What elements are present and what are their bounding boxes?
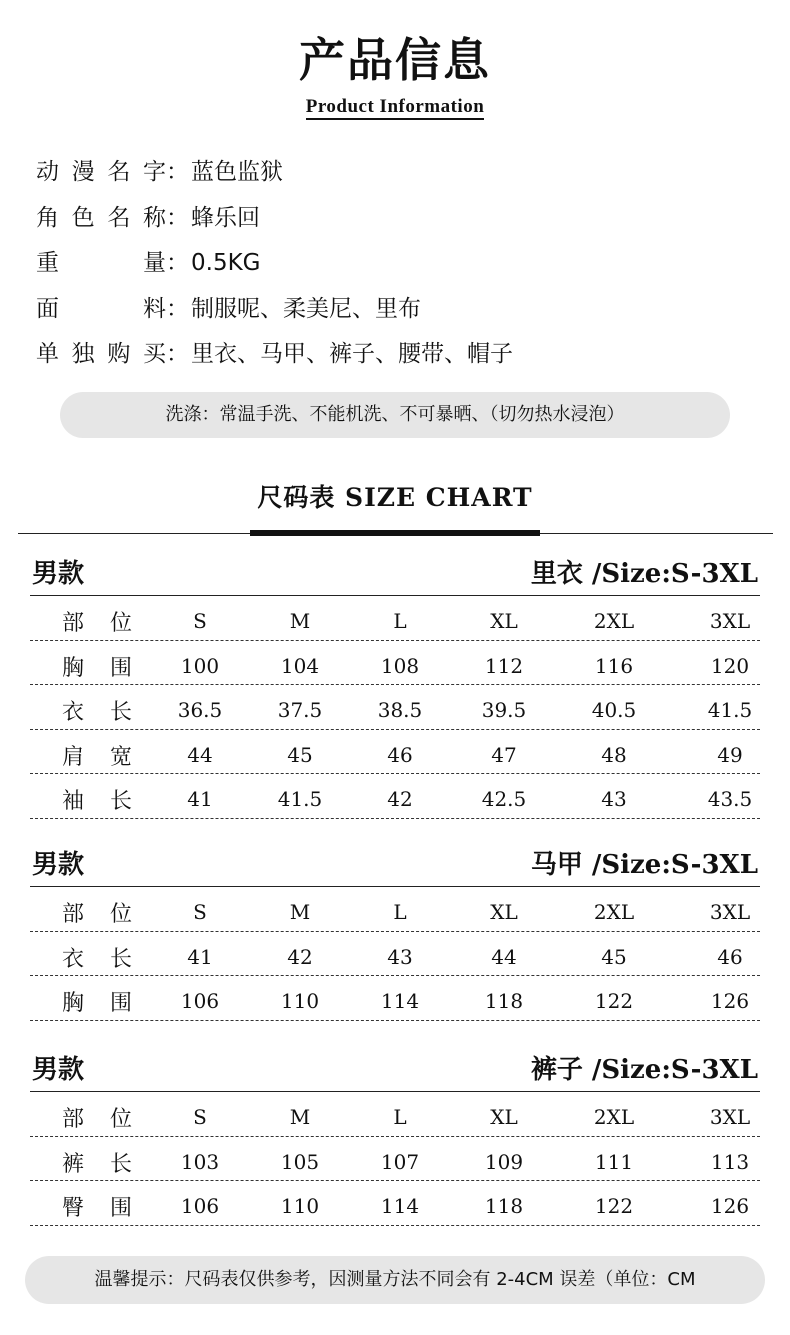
measurement-tip: 温馨提示：尺码表仅供参考，因测量方法不同会有 2-4CM 误差（单位：CM	[25, 1256, 765, 1304]
info-label-char: 料	[143, 295, 166, 322]
table-row	[30, 730, 760, 775]
info-label-char: 名	[107, 204, 131, 231]
info-row	[36, 289, 513, 335]
row-label	[62, 986, 132, 1017]
row-label-char: 部	[62, 1107, 85, 1132]
info-label-char: 独	[71, 341, 95, 367]
section-garment-size: 里衣 /Size:S-3XL	[530, 559, 758, 589]
table-cell: 112	[484, 653, 524, 678]
table-row	[30, 1181, 760, 1226]
table-header-row	[30, 887, 760, 932]
table-cell: 103	[180, 1149, 220, 1174]
table-cell: 43.5	[707, 787, 753, 811]
info-label-char: 重	[36, 250, 59, 276]
info-row	[36, 198, 513, 244]
table-cell: 41.5	[707, 698, 753, 722]
size-column-header: XL	[490, 1105, 518, 1129]
table-cell: 48	[601, 742, 627, 767]
table-cell: 49	[717, 742, 743, 767]
row-label-char: 围	[110, 655, 133, 681]
row-label-char: 胸	[62, 991, 85, 1016]
table-row	[30, 1137, 760, 1182]
table-cell: 45	[601, 944, 627, 969]
table-cell: 108	[380, 653, 420, 678]
row-label-char: 长	[110, 946, 133, 972]
size-column-header: 2XL	[593, 1105, 635, 1129]
table-header-row	[30, 1092, 760, 1137]
info-label-char: 名	[107, 159, 131, 185]
info-colon: ：	[166, 295, 189, 322]
table-cell: 104	[280, 653, 320, 678]
row-label	[62, 942, 132, 973]
info-label-char: 动	[36, 159, 59, 185]
row-label	[62, 651, 132, 682]
info-label-char: 称	[142, 204, 166, 231]
size-column-header: 3XL	[709, 609, 751, 633]
info-label-char: 购	[107, 341, 131, 367]
table-cell: 114	[380, 989, 420, 1013]
table-cell: 39.5	[481, 698, 527, 722]
info-colon: ：	[166, 159, 189, 185]
info-label-char: 色	[71, 204, 95, 231]
divider-accent	[250, 530, 540, 536]
table-cell: 42	[387, 787, 413, 811]
row-label-char: 衣	[62, 946, 85, 972]
info-label-char: 角	[36, 204, 59, 231]
row-label-char: 臀	[62, 1196, 85, 1221]
row-label-char: 胸	[62, 655, 85, 681]
table-cell: 42.5	[481, 787, 527, 811]
row-label-char: 宽	[110, 744, 133, 770]
row-label-char: 长	[110, 700, 133, 725]
info-label-char: 量	[143, 250, 166, 276]
table-cell: 106	[180, 989, 220, 1013]
table-header-row	[30, 596, 760, 641]
row-label	[62, 1147, 132, 1178]
info-label-char: 买	[142, 341, 166, 367]
table-cell: 43	[601, 787, 627, 811]
table-cell: 47	[491, 742, 517, 767]
info-label	[36, 198, 166, 244]
size-column-header: 2XL	[593, 900, 635, 924]
product-info-list	[36, 152, 513, 380]
table-row	[30, 685, 760, 730]
info-row	[36, 334, 513, 380]
section-header	[30, 545, 760, 596]
table-cell: 110	[280, 989, 320, 1013]
row-label-char: 位	[110, 1107, 133, 1132]
row-label	[62, 897, 132, 928]
row-label-char: 长	[110, 1151, 133, 1177]
table-cell: 122	[594, 989, 634, 1013]
info-label-char: 字	[142, 159, 166, 185]
size-column-header: S	[193, 1105, 207, 1129]
info-row	[36, 243, 513, 289]
section-gender: 男款	[32, 559, 85, 589]
size-column-header: XL	[490, 609, 518, 633]
section-gender: 男款	[32, 850, 85, 880]
size-column-header: XL	[490, 900, 518, 924]
size-column-header: L	[393, 1105, 407, 1129]
size-column-header: 3XL	[709, 1105, 751, 1129]
header	[0, 28, 790, 120]
table-cell: 37.5	[277, 698, 323, 722]
table-cell: 120	[710, 653, 750, 678]
size-column-header: 2XL	[593, 609, 635, 633]
size-section	[30, 836, 760, 1021]
row-label-char: 裤	[62, 1151, 85, 1177]
info-label	[36, 334, 166, 380]
section-header	[30, 836, 760, 887]
table-cell: 36.5	[177, 698, 223, 722]
section-gender: 男款	[32, 1055, 85, 1085]
section-garment-size: 裤子 /Size:S-3XL	[530, 1055, 758, 1085]
page-subtitle: Product Information	[306, 96, 485, 120]
table-cell: 40.5	[591, 698, 637, 722]
row-label	[62, 695, 132, 726]
row-label	[62, 1102, 132, 1133]
table-row	[30, 641, 760, 686]
info-value: 里衣、马甲、裤子、腰带、帽子	[191, 341, 513, 367]
page-title: 产品信息	[299, 33, 491, 87]
table-cell: 41	[187, 787, 213, 811]
table-cell: 105	[280, 1149, 320, 1174]
size-column-header: S	[193, 609, 207, 633]
table-cell: 116	[594, 653, 634, 678]
section-garment-size: 马甲 /Size:S-3XL	[530, 850, 758, 880]
size-column-header: M	[289, 900, 311, 924]
table-cell: 109	[484, 1149, 524, 1174]
info-value: 0.5KG	[191, 250, 261, 276]
table-cell: 38.5	[377, 698, 423, 722]
table-cell: 113	[710, 1149, 750, 1174]
table-row	[30, 774, 760, 819]
table-cell: 126	[710, 1194, 750, 1218]
row-label	[62, 1191, 132, 1222]
info-value: 蓝色监狱	[191, 159, 283, 185]
size-column-header: S	[193, 900, 207, 924]
table-cell: 41.5	[277, 787, 323, 811]
section-header	[30, 1041, 760, 1092]
row-label-char: 肩	[62, 744, 85, 770]
info-colon: ：	[166, 250, 189, 276]
size-section	[30, 1041, 760, 1226]
row-label-char: 袖	[62, 789, 85, 814]
size-column-header: M	[289, 1105, 311, 1129]
info-label-char: 面	[36, 295, 59, 322]
info-label	[36, 243, 166, 289]
table-row	[30, 976, 760, 1021]
table-cell: 41	[187, 944, 213, 969]
size-chart-title: 尺码表 SIZE CHART	[257, 483, 533, 512]
info-label	[36, 289, 166, 335]
table-cell: 118	[484, 1194, 524, 1218]
table-cell: 44	[187, 742, 213, 767]
table-cell: 126	[710, 989, 750, 1013]
size-column-header: L	[393, 900, 407, 924]
row-label	[62, 606, 132, 637]
row-label-char: 部	[62, 611, 85, 636]
table-cell: 111	[594, 1149, 634, 1174]
table-cell: 46	[387, 742, 413, 767]
info-label-char: 漫	[71, 159, 95, 185]
row-label	[62, 784, 132, 815]
size-column-header: 3XL	[709, 900, 751, 924]
table-cell: 118	[484, 989, 524, 1013]
size-column-header: M	[289, 609, 311, 633]
row-label-char: 衣	[62, 700, 85, 725]
row-label-char: 位	[110, 611, 133, 636]
table-cell: 44	[491, 944, 517, 969]
table-cell: 107	[380, 1149, 420, 1174]
size-column-header: L	[393, 609, 407, 633]
table-cell: 42	[287, 944, 313, 969]
info-colon: ：	[166, 341, 189, 367]
info-value: 蜂乐回	[191, 204, 260, 231]
table-cell: 100	[180, 653, 220, 678]
table-cell: 114	[380, 1194, 420, 1218]
size-section	[30, 545, 760, 819]
info-label-char: 单	[36, 341, 59, 367]
info-row	[36, 152, 513, 198]
row-label-char: 部	[62, 902, 85, 927]
row-label-char: 长	[110, 789, 133, 814]
table-cell: 122	[594, 1194, 634, 1218]
row-label	[62, 740, 132, 771]
table-cell: 43	[387, 944, 413, 969]
wash-instructions: 洗涤：常温手洗、不能机洗、不可暴晒、（切勿热水浸泡）	[60, 392, 730, 438]
table-cell: 45	[287, 742, 313, 767]
info-colon: ：	[166, 204, 189, 231]
row-label-char: 围	[110, 991, 133, 1016]
table-cell: 106	[180, 1194, 220, 1218]
table-row	[30, 932, 760, 977]
info-value: 制服呢、柔美尼、里布	[191, 295, 421, 322]
table-cell: 110	[280, 1194, 320, 1218]
row-label-char: 围	[110, 1196, 133, 1221]
table-cell: 46	[717, 944, 743, 969]
info-label	[36, 152, 166, 198]
row-label-char: 位	[110, 902, 133, 927]
